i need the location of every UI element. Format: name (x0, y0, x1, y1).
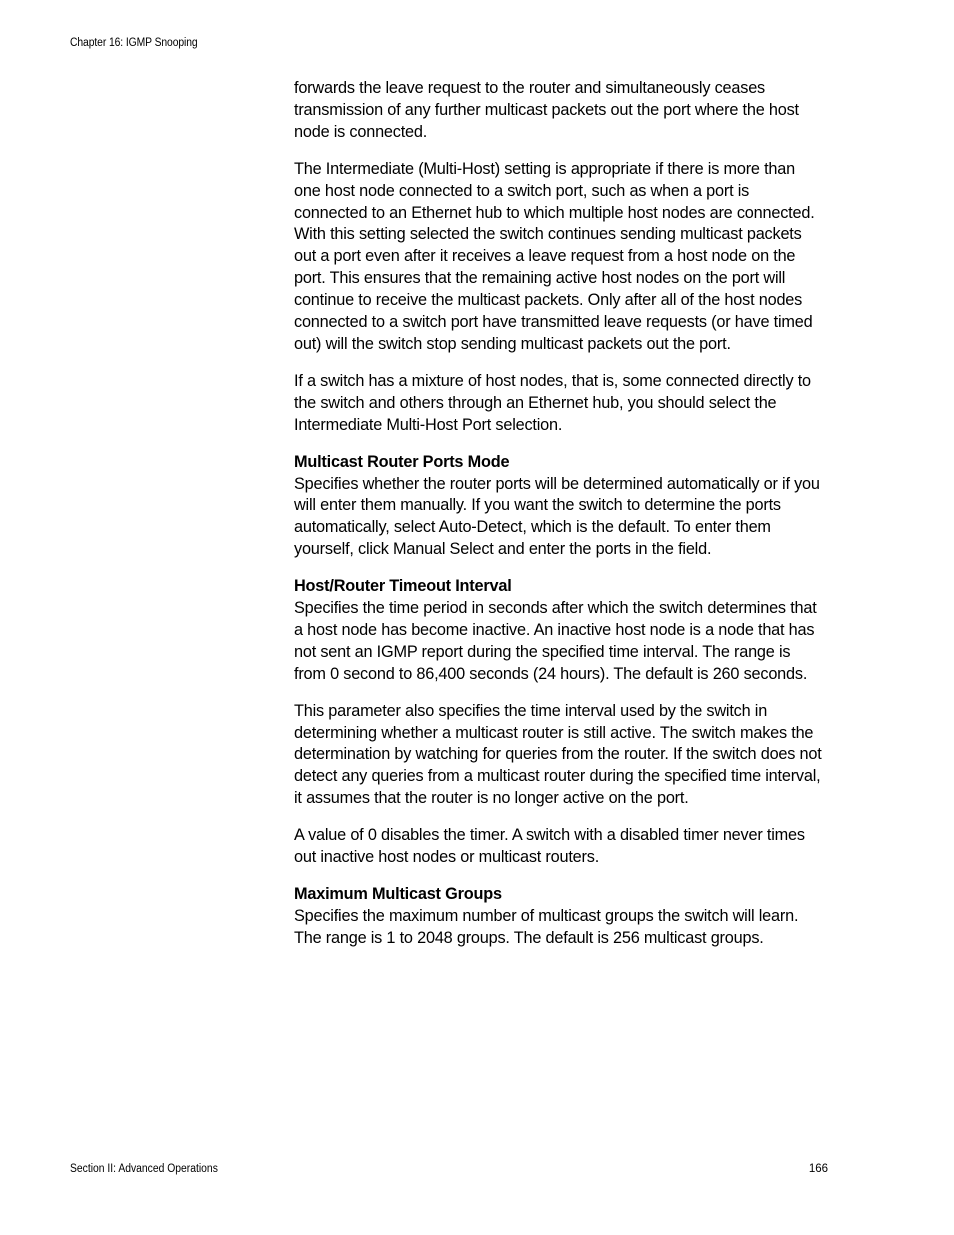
text-host-router-timeout: Specifies the time period in seconds after which the switch determines that a host node has become inactive. An inactive host node is a node that has not sent an IGMP report during the specified time interval. The range is from 0 second to 86,400 seconds (24 hours). The default is 260 seconds. (294, 599, 817, 683)
section-host-router-timeout (294, 576, 822, 686)
heading-maximum-multicast-groups: Maximum Multicast Groups (294, 885, 502, 903)
text-maximum-multicast-groups: Specifies the maximum number of multicast groups the switch will learn. The range is 1 to 2048 groups. The default is 256 multicast groups. (294, 906, 799, 947)
paragraph-leave-request: forwards the leave request to the router and simultaneously ceases transmission of any further multicast packets out the port where the host node is connected. (294, 79, 799, 141)
paragraph-disable-timer: A value of 0 disables the timer. A switch with a disabled timer never times out inactive host nodes or multicast routers. (294, 826, 805, 867)
paragraph-router-active: This parameter also specifies the time interval used by the switch in determining whether a multicast router is still active. The switch makes the determination by watching for queries from the router. If the switch does not detect any queries from a multicast router during the specified time interval, it assumes that the router is no longer active on the port. (294, 701, 822, 808)
section-multicast-router-ports-mode (294, 452, 822, 562)
text-multicast-router-ports-mode: Specifies whether the router ports will be determined automatically or if you will enter them manually. If you want the switch to determine the ports automatically, select Auto-Detect, which is the default. To enter them yourself, click Manual Select and enter the ports in the field. (294, 474, 820, 559)
heading-multicast-router-ports-mode: Multicast Router Ports Mode (294, 452, 510, 471)
section-maximum-multicast-groups (294, 884, 822, 950)
paragraph-intermediate-setting: The Intermediate (Multi-Host) setting is appropriate if there is more than one host node connected to a switch port, such as when a port is connected to an Ethernet hub to which multiple host nodes are connected. With this setting selected the switch continues sending multicast packets out a port even after it receives a leave request from a host node on the port. This ensures that the remaining active host nodes on the port will continue to receive the multicast packets. Only after all of the host nodes connected to a switch port have transmitted leave requests (or have timed out) will the switch stop sending multicast packets out the port. (294, 159, 815, 353)
page-content (294, 78, 822, 965)
heading-host-router-timeout: Host/Router Timeout Interval (294, 577, 512, 596)
paragraph-mixture-host-nodes: If a switch has a mixture of host nodes, that is, some connected directly to the switch and others through an Ethernet hub, you should select the Intermediate Multi-Host Port selection. (294, 371, 811, 434)
running-header: Chapter 16: IGMP Snooping (70, 37, 198, 49)
footer-page-number: 166 (808, 1163, 828, 1175)
footer-section-title: Section II: Advanced Operations (70, 1163, 218, 1175)
